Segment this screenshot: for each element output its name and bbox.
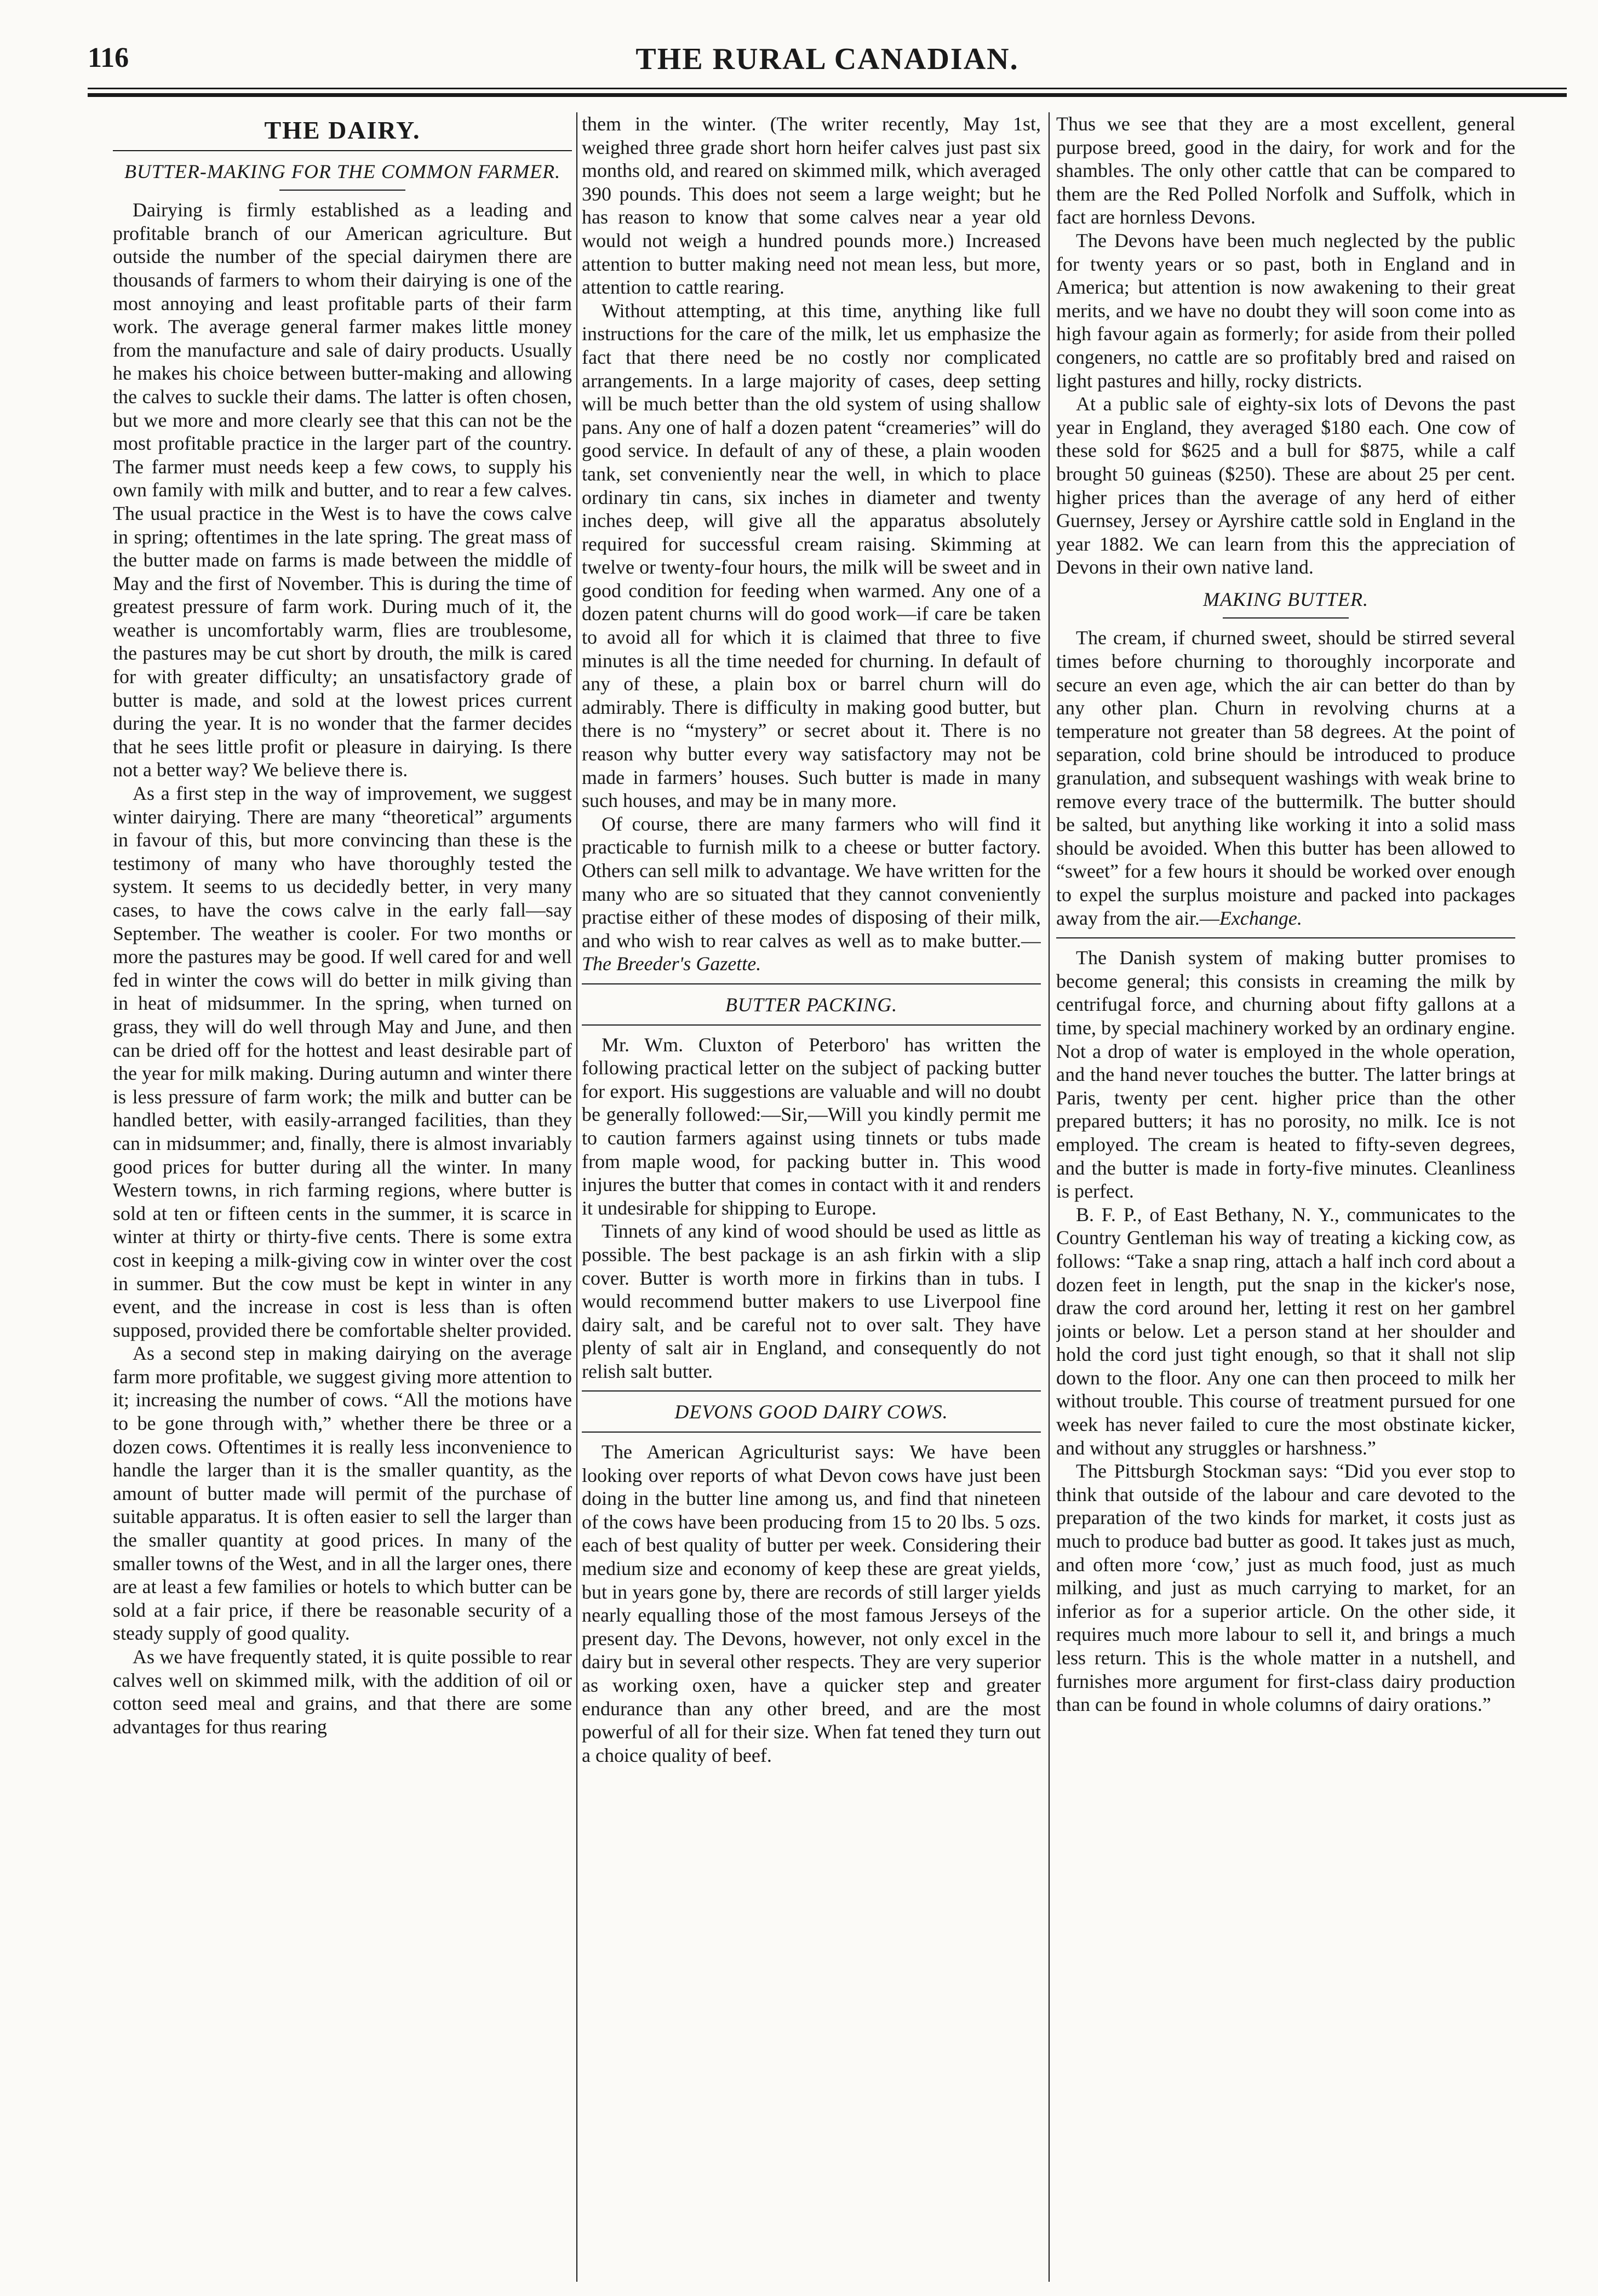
paragraph: As a second step in making dairying on the average farm more profitable, we suggest giving more attention to it; increasing the number of cows. “All the motions have to be gone through with,” whether there be three or a dozen cows. Oftentimes it is really less inconvenience to handle the larger than it is the smaller quantity, as the amount of butter made will permit of the purchase of suitable apparatus. It is often easier to sell the larger than the smaller quantity at good prices. In many of the smaller towns of the West, and in all the larger ones, there are at least a few families or hotels to which butter can be sold at a fair price, if there be reasonable security of a steady supply of good quality.: [113, 1342, 572, 1645]
short-rule: [279, 190, 405, 191]
article-title: BUTTER-MAKING FOR THE COMMON FARMER.: [124, 160, 561, 182]
article-title: BUTTER PACKING.: [725, 993, 898, 1016]
divider: [1056, 937, 1515, 938]
column-divider: [1049, 112, 1050, 2282]
source-credit: Exchange.: [1219, 907, 1302, 929]
paragraph: The Devons have been much neglected by the public for twenty years or so past, both in England and in America; but attention is now awakening to their great merits, and we have no doubt they will soon come into as high favour again as formerly; for aside from their polled congeners, no cattle are so profitably bred and raised on light pastures and hilly, rocky districts.: [1056, 229, 1515, 392]
divider: [582, 1432, 1041, 1433]
page-header: [88, 42, 1567, 80]
paragraph-text: The cream, if churned sweet, should be stirred several times before churning to thoroughly incorporate and secure an even age, which the air can better do than by any other plan. Churn in revolving churns at a temperature not greater than 58 degrees. At the point of separation, cold brine should be introduced to produce granulation, and subsequent washings with weak brine to remove every trace of the buttermilk. The butter should be salted, but anything like working it into a solid mass should be avoided. When this butter has been allowed to “sweet” for a few hours it should be worked over enough to expel the surplus moisture and packed into packages away from the air.—: [1056, 627, 1515, 929]
paragraph: [1056, 626, 1515, 930]
paragraph: As a first step in the way of improvement, we suggest winter dairying. There are many “theoretical” arguments in favour of this, but more convincing than these is the testimony of many who have thoroughly tested the system. It seems to us decidedly better, in very many cases, to have the cows calve in the early fall—say September. The weather is cooler. For two months or more the pastures may be good. If well cared for and well fed in winter the cows will do better in milk giving than in heat of midsummer. In the spring, when turned on grass, they will do well through May and June, and then can be dried off for the hottest and least desirable part of the year for milk making. During autumn and winter there is less pressure of farm work; the milk and butter can be handled better, with easily-arranged facilities, than they can in midsummer; and, finally, there is almost invariably good prices for butter during all the winter. In many Western towns, in rich farming regions, where butter is sold at ten or fifteen cents in the summer, it is scarce in winter at thirty or thirty-five cents. There is some extra cost in keeping a milk-giving cow in winter over the cost in summer. But the cow must be kept in winter in any event, and the increase in cost is less than is often supposed, provided there be comfortable shelter provided.: [113, 782, 572, 1341]
short-rule: [1223, 617, 1349, 619]
paragraph: them in the winter. (The writer recently, May 1st, weighed three grade short horn heifer calves just past six months old, and reared on skimmed milk, which averaged 390 pounds. This does not seem a large weight; but he has reason to know that some calves near a year old would not weigh a hundred pounds more.) Increased attention to butter making need not mean less, but more, attention to cattle rearing.: [582, 113, 1041, 299]
divider: [582, 1390, 1041, 1392]
header-rule: [88, 88, 1567, 89]
column-divider: [576, 112, 577, 2282]
paragraph: Dairying is firmly established as a leading and profitable branch of our American agriculture. But outside the number of the special dairymen there are thousands of farmers to whom their dairying is one of the most annoying and least profitable parts of their farm work. The average general farmer makes little money from the manufacture and sale of dairy products. Usually he makes his choice between butter-making and allowing the calves to suckle their dams. The latter is often chosen, but we more and more clearly see that this can not be the most profitable practice in the larger part of the country. The farmer must needs keep a few cows, to supply his own family with milk and butter, and to rear a few calves. The usual practice in the West is to have the cows calve in spring; oftentimes in the late spring. The great mass of the butter made on farms is made between the middle of May and the first of November. This is during the time of greatest pressure of farm work. During much of it, the weather is uncomfortably warm, flies are troublesome, the pastures may be cut short by drouth, the milk is cared for with greater difficulty; an unsatisfactory grade of butter is made, and sold at the lowest prices current during the year. It is no wonder that the farmer decides that he sees little profit or pleasure in dairying. Is there not a better way? We believe there is.: [113, 199, 572, 781]
paragraph: At a public sale of eighty-six lots of Devons the past year in England, they averaged $180 each. One cow of these sold for $625 and a bull for $875, while a calf brought 50 guineas ($250). These are about 25 per cent. higher prices than the average of any herd of either Guernsey, Jersey or Ayrshire cattle sold in England in the year 1882. We can learn from this the appreciation of Devons in their own native land.: [1056, 393, 1515, 579]
paragraph: B. F. P., of East Bethany, N. Y., communicates to the Country Gentleman his way of treating a kicking cow, as follows: “Take a snap ring, attach a half inch cord about a dozen feet in length, put the snap in the kicker's nose, draw the cord around her, letting it rest on her gambrel joints or below. Let a person stand at her shoulder and hold the cord just tight enough, so that it shall not slip down to the floor. Any one can then proceed to milk her without trouble. This course of treatment pursued for one week has never failed to cure the most obstinate kicker, and without any struggles or harshness.”: [1056, 1203, 1515, 1459]
divider: [582, 983, 1041, 984]
article-title: DEVONS GOOD DAIRY COWS.: [674, 1401, 948, 1423]
divider: [113, 150, 572, 151]
paragraph: Mr. Wm. Cluxton of Peterboro' has written the following practical letter on the subject of packing butter for export. His suggestions are valuable and will no doubt be generally followed:—Sir,—Will you kindly permit me to caution farmers against using tinnets or tubs made from maple wood, for packing butter in. This wood injures the butter that comes in contact with it and renders it undesirable for shipping to Europe.: [582, 1033, 1041, 1219]
paragraph: The American Agriculturist says: We have been looking over reports of what Devon cows have just been doing in the butter line among us, and find that nineteen of the cows have been producing from 15 to 20 lbs. 5 ozs. each of best quality of butter per week. Considering their medium size and economy of keep these are great yields, but in years gone by, there are records of still larger yields nearly equalling those of the most famous Jerseys of the present day. The Devons, however, not only excel in the dairy but in several other respects. They are very superior as working oxen, have a quicker step and greater endurance than any other breed, and are the most powerful of all for their size. When fat tened they turn out a choice quality of beef.: [582, 1441, 1041, 1766]
header-rule-thick: [88, 93, 1567, 97]
masthead: THE RURAL CANADIAN.: [635, 42, 1019, 76]
page-number: 116: [88, 42, 129, 73]
paragraph: Thus we see that they are a most excellent, general purpose breed, good in the dairy, for work and for the shambles. The only other cattle that can be compared to them are the Red Polled Norfolk and Suffolk, which in fact are hornless Devons.: [1056, 113, 1515, 228]
paragraph-text: Of course, there are many farmers who will find it practicable to furnish milk to a cheese or butter factory. Others can sell milk to advantage. We have written for the many who are so situated that they cannot conveniently practise either of these modes of disposing of their milk, and who wish to rear calves as well as to make butter.—: [582, 812, 1041, 952]
paragraph: The Pittsburgh Stockman says: “Did you ever stop to think that outside of the labour and care devoted to the preparation of the two kinds for market, it costs just as much to produce bad butter as good. It takes just as much, and often more ‘cow,’ just as much food, just as much milking, and just as much carrying to market, for an inferior as for a superior article. On the other side, it requires much more labour to sell it, and brings a much less return. This is the whole matter in a nutshell, and furnishes more argument for first-class dairy production than can be found in whole columns of dairy orations.”: [1056, 1460, 1515, 1716]
paragraph: Tinnets of any kind of wood should be used as little as possible. The best package is an ash firkin with a slip cover. Butter is worth more in firkins than in tubs. I would recommend butter makers to use Liverpool fine dairy salt, and be careful not to over salt. They have plenty of salt air in England, and consequently do not relish salt butter.: [582, 1220, 1041, 1382]
source-credit: The Breeder's Gazette.: [582, 953, 761, 975]
column-1: [113, 112, 572, 2282]
column-3: [1056, 112, 1515, 2282]
divider: [582, 1024, 1041, 1026]
column-2: [582, 112, 1041, 2282]
paragraph: The Danish system of making butter promises to become general; this consists in creaming the milk by centrifugal force, and churning about fifty gallons at a time, by special machinery worked by an ordinary engine. Not a drop of water is employed in the whole operation, and the hand never touches the butter. The latter brings at Paris, twenty per cent. higher price than the other prepared butters; it has no porosity, no milk. Ice is not employed. The cream is heated to fifty-seven degrees, and the butter is made in forty-five minutes. Cleanliness is perfect.: [1056, 947, 1515, 1203]
article-title: MAKING BUTTER.: [1203, 588, 1368, 610]
section-title: THE DAIRY.: [264, 116, 421, 144]
paragraph: Without attempting, at this time, anything like full instructions for the care of the milk, let us emphasize the fact that there need be no costly nor complicated arrangements. In a large majority of cases, deep setting will be much better than the old system of using shallow pans. Any one of half a dozen patent “creameries” will do good service. In default of any of these, a plain wooden tank, set conveniently near the well, in which to place ordinary tin cans, six inches in diameter and twenty inches deep, will give all the apparatus absolutely required for successful cream raising. Skimming at twelve or twenty-four hours, the milk will be sweet and in good condition for feeding when warmed. Any one of a dozen patent churns will do good work—if care be taken to avoid all for which it is claimed that three to five minutes is all the time needed for churning. In default of any of these, a plain box or barrel churn will do admirably. There is difficulty in making good butter, but there is no “mystery” or secret about it. There is no reason why butter every way satisfactory may not be made in farmers’ houses. Such butter is made in many such houses, and may be in many more.: [582, 299, 1041, 812]
paragraph: [582, 812, 1041, 976]
paragraph: As we have frequently stated, it is quite possible to rear calves well on skimmed milk, with the addition of oil or cotton seed meal and grains, and that there are some advantages for thus rearing: [113, 1646, 572, 1738]
